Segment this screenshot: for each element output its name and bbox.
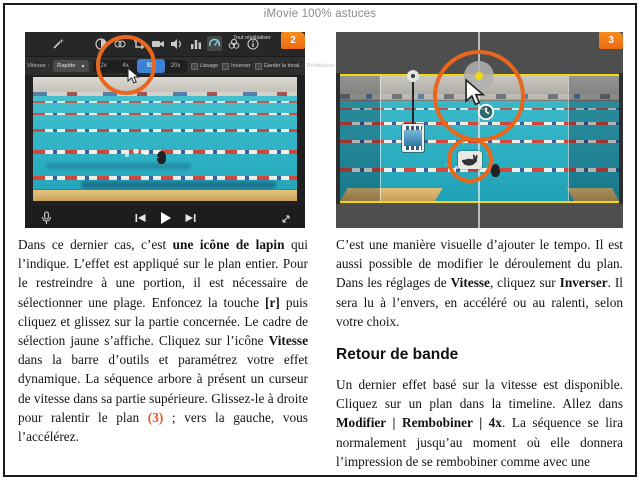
speed-segment-4x[interactable]: 4x xyxy=(122,62,129,69)
rabbit-icon xyxy=(461,154,479,166)
lane-line-shadow xyxy=(81,181,276,189)
speed-segment-8x[interactable]: 8x xyxy=(137,59,165,73)
reset-button[interactable]: Réinitialiser xyxy=(306,63,335,69)
clip-separator xyxy=(568,76,569,201)
checkbox-inverser[interactable]: Inverser xyxy=(222,63,250,70)
left-column xyxy=(18,235,308,446)
checkbox-lissage[interactable]: Lissage xyxy=(191,63,219,70)
figure-number-badge: 3 xyxy=(599,32,623,49)
checkbox-garder-tonalite[interactable]: Garder la tonal. xyxy=(255,63,301,70)
connected-clip-line xyxy=(412,82,414,124)
pool-wall xyxy=(33,77,297,96)
lane-rope xyxy=(33,176,297,180)
equalizer-icon[interactable] xyxy=(188,36,203,51)
speed-preset-value: Rapide xyxy=(57,63,76,69)
paragraph-inverser: C’est une manière visuelle d’ajouter le tempo. Il est aussi possible de modifier le déroulement du plan. Dans les réglages de Vitesse, cliquez sur Inverser. Il sera lu à l’envers, en accéléré ou au ralenti, selon votre choix. xyxy=(336,237,623,329)
speed-controls-bar xyxy=(25,56,335,75)
pool-video-frame xyxy=(33,77,297,201)
playback-bar xyxy=(25,206,305,228)
speed-segment-20x[interactable]: 20x xyxy=(170,62,181,69)
page-title: iMovie 100% astuces xyxy=(263,8,377,20)
film-frame xyxy=(404,130,422,146)
adjust-toolbar xyxy=(25,32,305,56)
highlight-circle xyxy=(96,35,156,95)
pool-deck xyxy=(33,189,297,201)
rabbit-speed-badge xyxy=(458,151,482,169)
clip-separator xyxy=(380,76,381,201)
lane-line-shadow xyxy=(46,163,191,169)
checkbox-icon xyxy=(222,63,229,70)
enhance-wand-icon[interactable] xyxy=(51,36,66,51)
adjacent-clip-dim xyxy=(340,76,380,201)
speed-icon[interactable] xyxy=(207,36,222,51)
play-icon[interactable] xyxy=(158,210,173,225)
figure-timeline-speed xyxy=(336,32,623,228)
chevron-down-icon: ▾ xyxy=(81,63,85,70)
section-heading: Retour de bande xyxy=(336,346,459,364)
lane-rope xyxy=(33,101,297,103)
film-sprockets xyxy=(404,146,422,150)
paragraph-rembobiner: Un dernier effet basé sur la vitesse est disponible. Cliquez sur un plan dans la timeline. Allez dans Modifier | Rembobiner | 4x. La séquence se lira normalement jusqu’au moment où elle donnera l’impression de se rembobiner comme avec une xyxy=(336,377,623,469)
figure-number-badge: 2 xyxy=(281,32,305,49)
speed-label: Vitesse : xyxy=(27,63,50,69)
timeline-background xyxy=(336,204,623,228)
paragraph-rabbit-icon: Dans ce dernier cas, c’est une icône de lapin qui l’indique. L’effet est appliqué sur le plan entier. Pour le restreindre à une portion, il est nécessaire de sélectionner une plage. Enfoncez la touche [r] puis cliquez et glissez sur la partie concernée. Le cadre de sélection jaune s’affiche. Cliquez sur l’icône Vitesse dans la barre d’outils et paramétrez votre effet dynamique. La séquence arbore à présent un curseur de vitesse dans sa partie supérieure. Glissez-le à droite pour ralentir le plan (3) ; vers la gauche, vous l’accélérez. xyxy=(18,237,308,445)
lane-rope xyxy=(33,129,297,132)
resize-icon[interactable] xyxy=(278,211,293,226)
figure-speed-settings xyxy=(25,32,335,228)
microphone-icon[interactable] xyxy=(39,210,54,225)
speed-preset-dropdown[interactable] xyxy=(53,60,88,72)
volume-icon[interactable] xyxy=(169,36,184,51)
adjacent-clip-dim xyxy=(568,76,619,201)
speed-segment-2x[interactable]: 2x xyxy=(100,62,107,69)
connected-clip-knob[interactable] xyxy=(407,70,419,82)
skip-back-icon[interactable] xyxy=(133,210,148,225)
clip-gap xyxy=(336,73,340,204)
clock-icon xyxy=(477,103,495,121)
reset-all-button[interactable]: Tout réinitialiser xyxy=(233,35,271,41)
checkbox-icon xyxy=(255,63,262,70)
skip-forward-icon[interactable] xyxy=(183,210,198,225)
swimmer xyxy=(157,151,166,164)
video-viewer xyxy=(25,75,305,206)
right-column xyxy=(336,235,623,471)
stabilization-camera-icon[interactable] xyxy=(150,36,165,51)
checkbox-icon xyxy=(191,63,198,70)
connected-clip-icon[interactable] xyxy=(402,124,424,152)
lane-rope xyxy=(33,113,297,116)
mouse-cursor-icon xyxy=(127,68,140,84)
clip-gap xyxy=(619,73,623,204)
